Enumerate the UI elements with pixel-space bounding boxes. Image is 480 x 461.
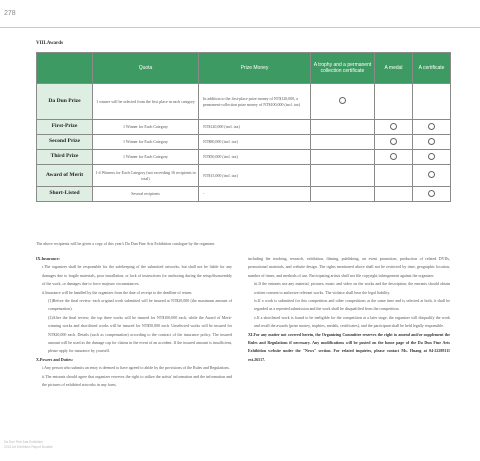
table-row	[37, 165, 451, 187]
page-footer	[4, 440, 53, 450]
certificate-cell	[413, 84, 451, 120]
quota-cell: 1 Winner for Each Category	[93, 120, 199, 135]
header-cell-prize-money: Prize Money	[199, 53, 311, 84]
paragraph: XI.For any matter not covered herein, the Organizing Committee reserves the right to amend and/or supplement the Rules and Regulations if necessary. Any modifications will be posted on the home page of the Da Dun Fine Arts Exhibition website under the "News" section. For related inquiries, please contact Ms. Huang at 04-22289111 ext.26517.	[248, 331, 450, 362]
certificate-cell	[413, 165, 451, 187]
certificate-cell	[413, 187, 451, 202]
awards-table-header-row	[37, 53, 451, 84]
medal-cell	[375, 150, 413, 165]
paragraph: iii.If the entrants use any material, pictures, music and video on the works and the description, the entrants should obtain written consent to authorize relevant works. The violator shall bear the legal liability.	[254, 281, 450, 295]
award-name-cell: Da Dun Prize	[37, 84, 93, 120]
paragraph: IX.Insurance:	[36, 256, 60, 261]
quota-cell: Several recipients	[93, 187, 199, 202]
award-name-cell: Short-Listed	[37, 187, 93, 202]
left-column	[36, 255, 232, 390]
header-cell-medal: A medal	[375, 53, 413, 84]
circle-mark-icon	[428, 171, 435, 178]
circle-mark-icon	[428, 138, 435, 145]
table-row	[37, 150, 451, 165]
paragraph: i.Any person who submits an entry is deemed to have agreed to abide by the provisions of the Rules and Regulations.	[42, 365, 230, 371]
circle-mark-icon	[428, 123, 435, 130]
paragraph: (1)Before the final review: each original work submitted will be insured at NT$20,000 (the maximum amount of compensation).	[48, 298, 232, 312]
footer-line: 2015 Art Exhibition Report Booklet	[4, 445, 53, 449]
award-name-cell: Second Prize	[37, 135, 93, 150]
prize-money-cell: In addition to the first-place prize money of NT$120,000, a permanent-collection prize money of NT$100,000 (incl. tax)	[199, 84, 311, 120]
table-row	[37, 187, 451, 202]
trophy-cell	[311, 84, 375, 120]
section-title: VIII.Awards	[36, 41, 63, 46]
paragraph: (2)After the final review, the top three works will be insured for NT$100,000 each, while the Award of Merit-winning works and shortlisted works will be insured for NT$50,000 each. Unselected works will be insured for NT$20,000 each. Details (such as compensation) according to the contract of the insurance policy. The insured amount will be used as the damage cap for claims in the event of an accident. If the insured amount is insufficient, please apply for insurance by yourself.	[48, 314, 232, 354]
prize-money-cell: NT$50,000 (incl. tax)	[199, 150, 311, 165]
paragraph: including the teaching, research, exhibition, filming, publishing, art event promotion, production of related DVDs, promotional materials, and website design. The rights mentioned above shall not be restricted by time, geographic location, number of times, and methods of use. Participating artists shall not file copyright infringement against the organizer.	[248, 256, 450, 278]
circle-mark-icon	[428, 153, 435, 160]
medal-cell	[375, 187, 413, 202]
certificate-cell	[413, 150, 451, 165]
trophy-cell	[311, 120, 375, 135]
medal-cell	[375, 135, 413, 150]
trophy-cell	[311, 165, 375, 187]
prize-money-cell: NT$80,000 (incl. tax)	[199, 135, 311, 150]
trophy-cell	[311, 187, 375, 202]
paragraph: ii.The entrants should agree that organizer reserves the right to utilize the artists' information and the information and the pictures of exhibited artworks in any form,	[42, 373, 232, 388]
table-note: The above recipients will be given a copy of this year's Da Dun Fine Arts Exhibition catalogue by the organizer.	[36, 241, 216, 246]
award-name-cell: Third Prize	[37, 150, 93, 165]
right-column	[248, 255, 450, 364]
quota-cell: 1-4 Winners for Each Category (not exceeding 16 recipients in total)	[93, 165, 199, 187]
paragraph: v.If a shortlisted work is found to be ineligible for the competition at a later stage, the organizer will disqualify the work and recall the awards (prize money, trophies, medals, certificates), and the participant shall be held legally responsible.	[254, 314, 450, 329]
award-name-cell: Award of Merit	[37, 165, 93, 187]
page-number: 278	[4, 10, 16, 17]
trophy-cell	[311, 135, 375, 150]
header-rule	[0, 27, 480, 28]
medal-cell	[375, 84, 413, 120]
circle-mark-icon	[390, 138, 397, 145]
header-cell-certificate: A certificate	[413, 53, 451, 84]
certificate-cell	[413, 135, 451, 150]
circle-mark-icon	[428, 190, 435, 197]
medal-cell	[375, 120, 413, 135]
quota-cell: 1 winner will be selected from the first place in each category	[93, 84, 199, 120]
footer-line: Da Dun Fine Arts Exhibition	[4, 440, 43, 444]
table-row	[37, 135, 451, 150]
circle-mark-icon	[390, 153, 397, 160]
header-cell-quota: Quota	[93, 53, 199, 84]
certificate-cell	[413, 120, 451, 135]
prize-money-cell: NT$15,000 (incl. tax)	[199, 165, 311, 187]
quota-cell: 1 Winner for Each Category	[93, 150, 199, 165]
quota-cell: 1 Winner for Each Category	[93, 135, 199, 150]
prize-money-cell: -	[199, 187, 311, 202]
header-cell-trophy: A trophy and a permanent collection certificate	[311, 53, 375, 84]
table-row	[37, 120, 451, 135]
paragraph: ii.Insurance will be handled by the organizer from the date of receipt to the deadline of return.	[42, 289, 193, 295]
circle-mark-icon	[390, 123, 397, 130]
table-row	[37, 84, 451, 120]
medal-cell	[375, 165, 413, 187]
award-name-cell: First-Prize	[37, 120, 93, 135]
paragraph: iv.If a work is submitted for this competition and other competitions at the same time and is selected at both, it shall be regarded as a repeated submission and the work shall be disqualified from the competition.	[254, 298, 450, 312]
paragraph: i.The organizer shall be responsible for the safekeeping of the submitted artworks, but shall not be liable for any damages due to fragile materials, poor installation, or lack of instructions for anchoring during the setup/disassembly of the work, or damages due to force majeure circumstances.	[42, 264, 232, 287]
header-cell-blank	[37, 53, 93, 84]
awards-table	[36, 52, 451, 202]
circle-mark-icon	[339, 97, 346, 104]
trophy-cell	[311, 150, 375, 165]
paragraph: X.Powers and Duties:	[36, 356, 73, 362]
prize-money-cell: NT$120,000 (incl. tax)	[199, 120, 311, 135]
